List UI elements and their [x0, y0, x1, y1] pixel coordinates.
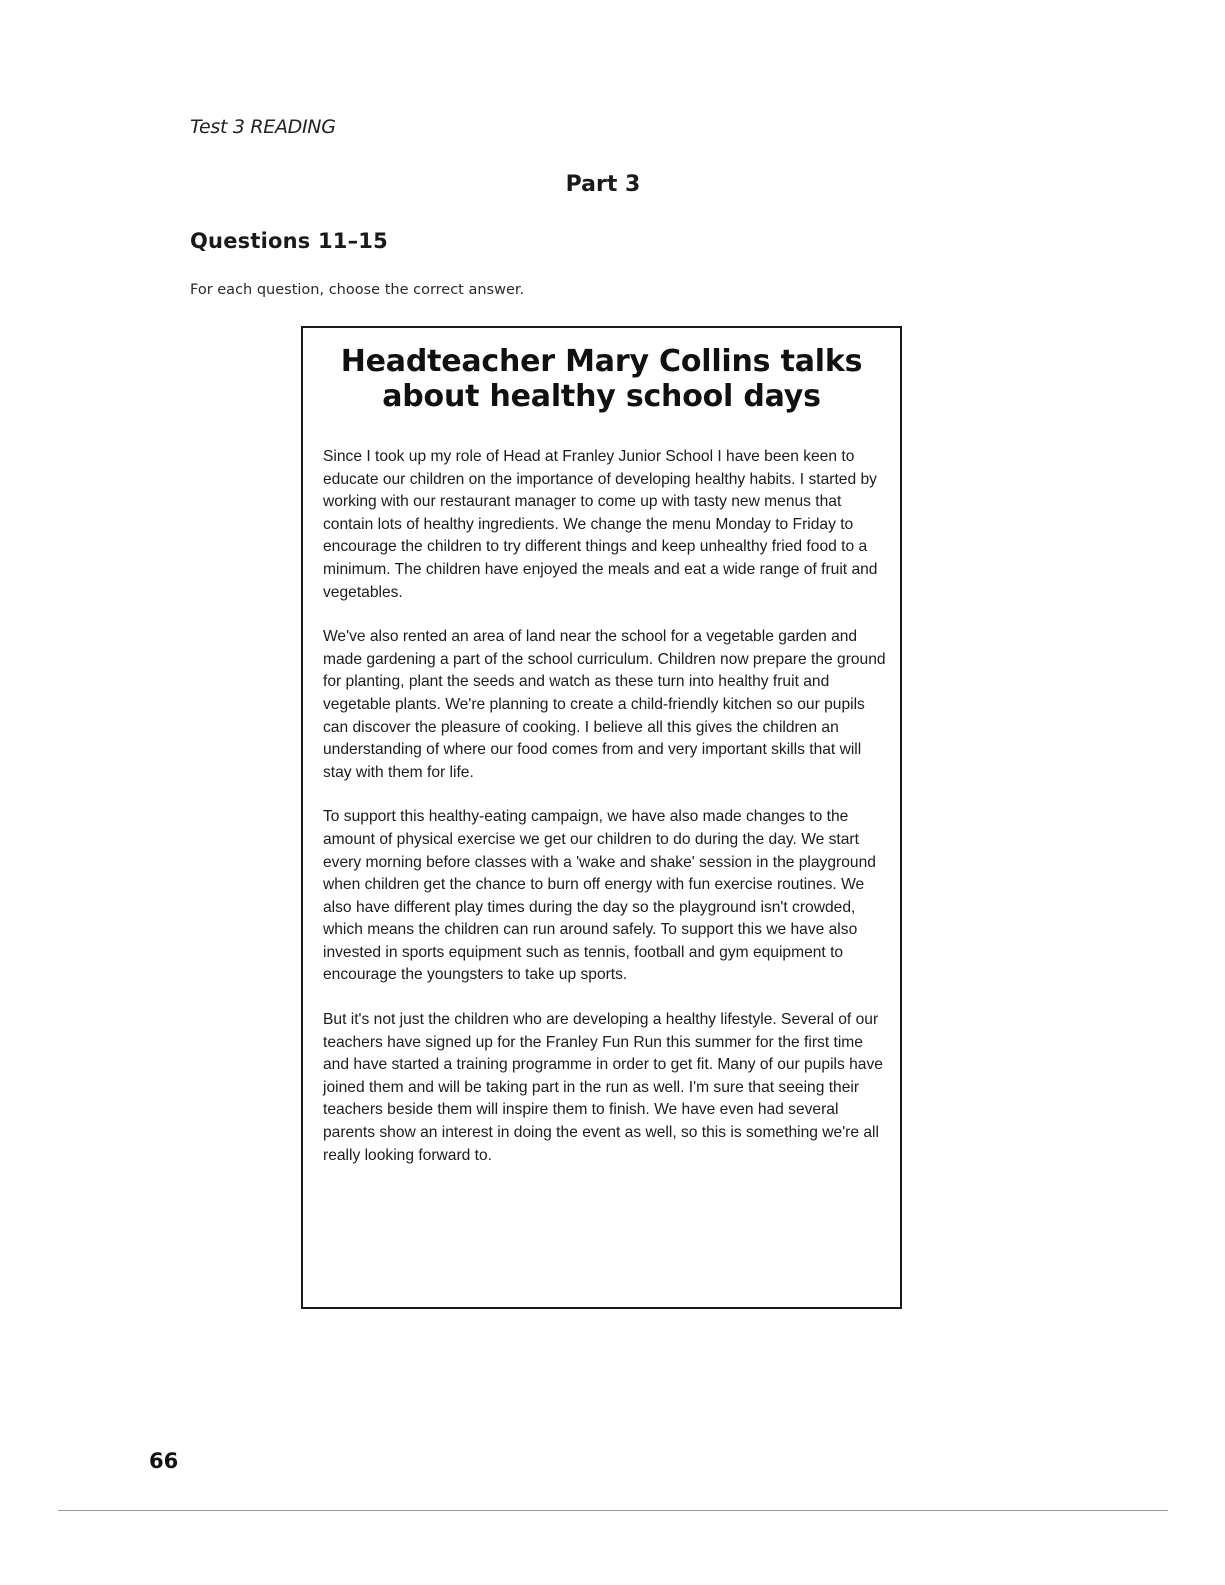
instruction-text: For each question, choose the correct answer. — [190, 282, 525, 298]
page-number: 66 — [149, 1449, 179, 1473]
article-title-line-2: about healthy school days — [382, 379, 821, 414]
part-title: Part 3 — [565, 172, 641, 197]
article-paragraph-3: To support this healthy-eating campaign, we have also made changes to the amount of physical exercise we get our children to do during the day. We start every morning before classes with a 'wake and shake' session in the playground when children get the chance to burn off energy with fun exercise routines. We also have different play times during the day so the playground isn't crowded, which means the children can run around safely. To support this we have also invested in sports equipment such as tennis, football and gym equipment to encourage the youngsters to take up sports. — [323, 808, 876, 984]
test-section-label: Test 3 READING — [190, 116, 336, 138]
questions-heading: Questions 11–15 — [190, 229, 388, 253]
article-title — [303, 344, 900, 414]
article-title-line-1: Headteacher Mary Collins talks — [340, 344, 863, 379]
article-body — [323, 446, 889, 1189]
article-paragraph-4: But it's not just the children who are developing a healthy lifestyle. Several of our teachers have signed up for the Franley Fun Run this summer for the first time and have started a training programme in order to get fit. Many of our pupils have joined them and will be taking part in the run as well. I'm sure that seeing their teachers beside them will inspire them to finish. We have even had several parents show an interest in doing the event as well, so this is something we're all really looking forward to. — [323, 1011, 883, 1164]
article-paragraph-2: We've also rented an area of land near the school for a vegetable garden and made gardening a part of the school curriculum. Children now prepare the ground for planting, plant the seeds and watch as these turn into healthy fruit and vegetable plants. We're planning to create a child-friendly kitchen so our pupils can discover the pleasure of cooking. I believe all this gives the children an understanding of where our food comes from and very important skills that will stay with them for life. — [323, 628, 886, 781]
footer-divider — [58, 1510, 1168, 1511]
article-box — [301, 326, 902, 1309]
article-paragraph-1: Since I took up my role of Head at Franley Junior School I have been keen to educate our children on the importance of developing healthy habits. I started by working with our restaurant manager to come up with tasty new menus that contain lots of healthy ingredients. We change the menu Monday to Friday to encourage the children to try different things and keep unhealthy fried food to a minimum. The children have enjoyed the meals and eat a wide range of fruit and vegetables. — [323, 448, 878, 601]
